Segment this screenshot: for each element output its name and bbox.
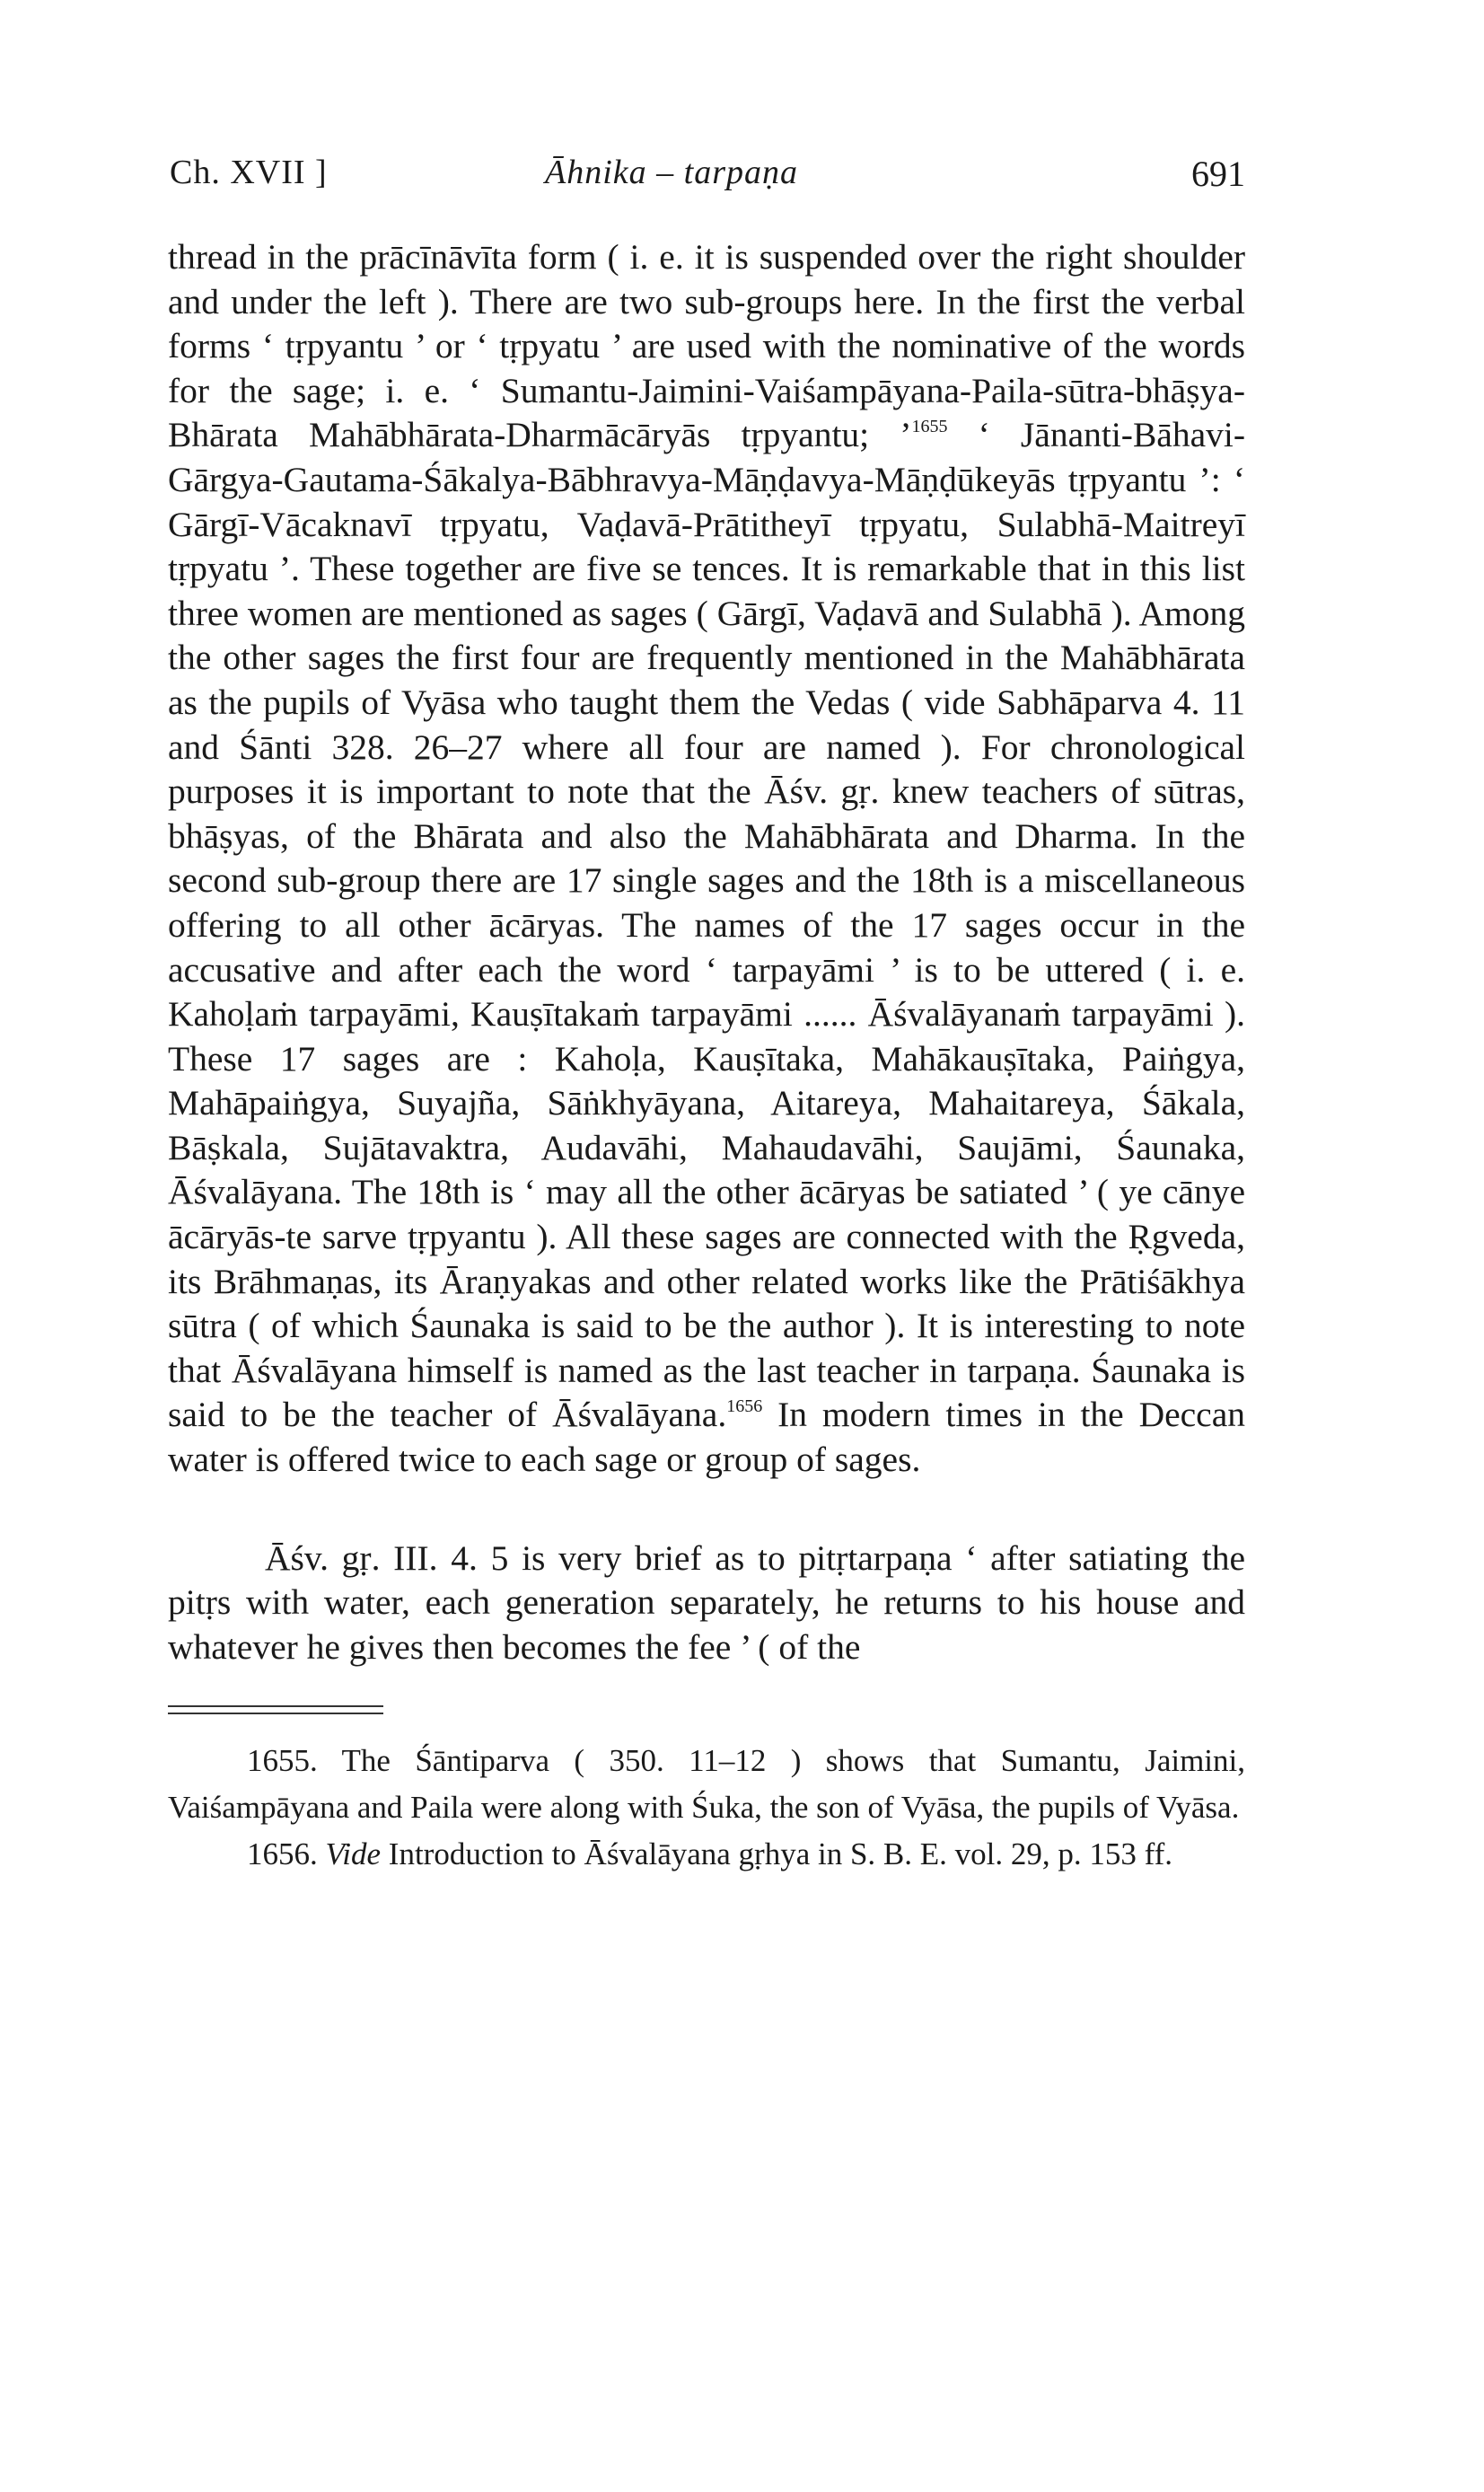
running-head — [168, 153, 1245, 207]
footnote-ref-1656[interactable]: 1656 — [726, 1396, 763, 1417]
paragraph-1 — [168, 235, 1245, 1483]
paragraph-1-part-b: ‘ Jānanti-Bāhavi-Gārgya-Gautama-Śākalya-Bābhravya-Māṇḍavya-Māṇḍūkeyās tṛpyantu ’: ‘ Gārgī-Vācaknavī tṛpyatu, Vaḍavā-Prātitheyī tṛpyatu, Sulabhā-Maitreyī tṛpyatu ’. These together are five se tences. It is remarkable that in this list three women are mentioned as sages ( Gārgī, Vaḍavā and Sulabhā ). Among the other sages the first four are frequently mentioned in the Mahābhārata as the pupils of Vyāsa who taught them the Vedas ( vide Sabhāparva 4. 11 and Śānti 328. 26–27 where all four are named ). For chronological purposes it is important to note that the Āśv. gṛ. knew teachers of sūtras, bhāṣyas, of the Bhārata and also the Mahābhārata and Dharma. In the second sub-group there are 17 single sages and the 18th is a miscellaneous offering to all other ācāryas. The names of the 17 sages occur in the accusative and after each the word ‘ tarpayāmi ’ is to be uttered ( i. e. Kahoḷaṁ tarpayāmi, Kauṣītakaṁ tarpayāmi ...... Āśvalāyanaṁ tarpayāmi ). These 17 sages are : Kahoḷa, Kauṣītaka, Mahākauṣītaka, Paiṅgya, Mahāpaiṅgya, Suyajña, Sāṅkhyāyana, Aitareya, Mahaitareya, Śākala, Bāṣkala, Sujātavaktra, Audavāhi, Mahaudavāhi, Saujāmi, Śaunaka, Āśvalāyana. The 18th is ‘ may all the other ācāryas be satiated ’ ( ye cānye ācāryās-te sarve tṛpyantu ). All these sages are connected with the Ṛgveda, its Brāhmaṇas, its Āraṇyakas and other related works like the Prātiśākhya sūtra ( of which Śaunaka is said to be the author ). It is interesting to note that Āśvalāyana himself is named as the last teacher in tarpaṇa. Śaunaka is said to be the teacher of Āśvalāyana. — [168, 415, 1245, 1435]
paragraph-2: Āśv. gṛ. III. 4. 5 is very brief as to pitṛtarpaṇa ‘ after satiating the pitṛs with water, each generation separately, he returns to his house and whatever he gives then becomes the fee ’ ( of the — [168, 1537, 1245, 1667]
body-text — [168, 235, 1245, 1669]
footnote-1655 — [168, 1738, 1245, 1831]
paragraph-1-part-a: thread in the prācīnāvīta form ( i. e. it is suspended over the right shoulder and under the left ). There are two sub-groups here. In the first the verbal forms ‘ tṛpyantu ’ or ‘ tṛpyatu ’ are used with the nominative of the words for the sage; i. e. ‘ Sumantu-Jaimini-Vaiśampāyana-Paila-sūtra-bhāṣya-Bhārata Mahābhārata-Dharmācāryās tṛpyantu; ’ — [168, 237, 1245, 455]
book-page — [168, 153, 1245, 1878]
footnote-ref-1655[interactable]: 1655 — [911, 417, 948, 437]
footnote-1656 — [168, 1831, 1245, 1878]
footnote-number: 1656. — [247, 1836, 318, 1872]
paragraph-1-part-c: In modern times in the Deccan water is offered twice to each sage or group of sages. — [168, 1395, 1245, 1480]
footnotes — [168, 1738, 1245, 1878]
footnote-italic-vide: Vide — [325, 1836, 382, 1872]
footnote-number: 1655. — [247, 1743, 318, 1779]
section-title: Āhnika – tarpaṇa — [545, 154, 798, 191]
footnote-text: Introduction to Āśvalāyana gṛhya in S. B. E. vol. 29, p. 153 ff. — [381, 1836, 1173, 1872]
footnote-text: The Śāntiparva ( 350. 11–12 ) shows that Sumantu, Jaimini, Vaiśampāyana and Paila were along with Śuka, the son of Vyāsa, the pupils of Vyāsa. — [168, 1743, 1245, 1826]
footnote-divider — [168, 1705, 383, 1714]
page-number: 691 — [1191, 154, 1245, 194]
chapter-label: Ch. XVII ] — [170, 154, 328, 191]
